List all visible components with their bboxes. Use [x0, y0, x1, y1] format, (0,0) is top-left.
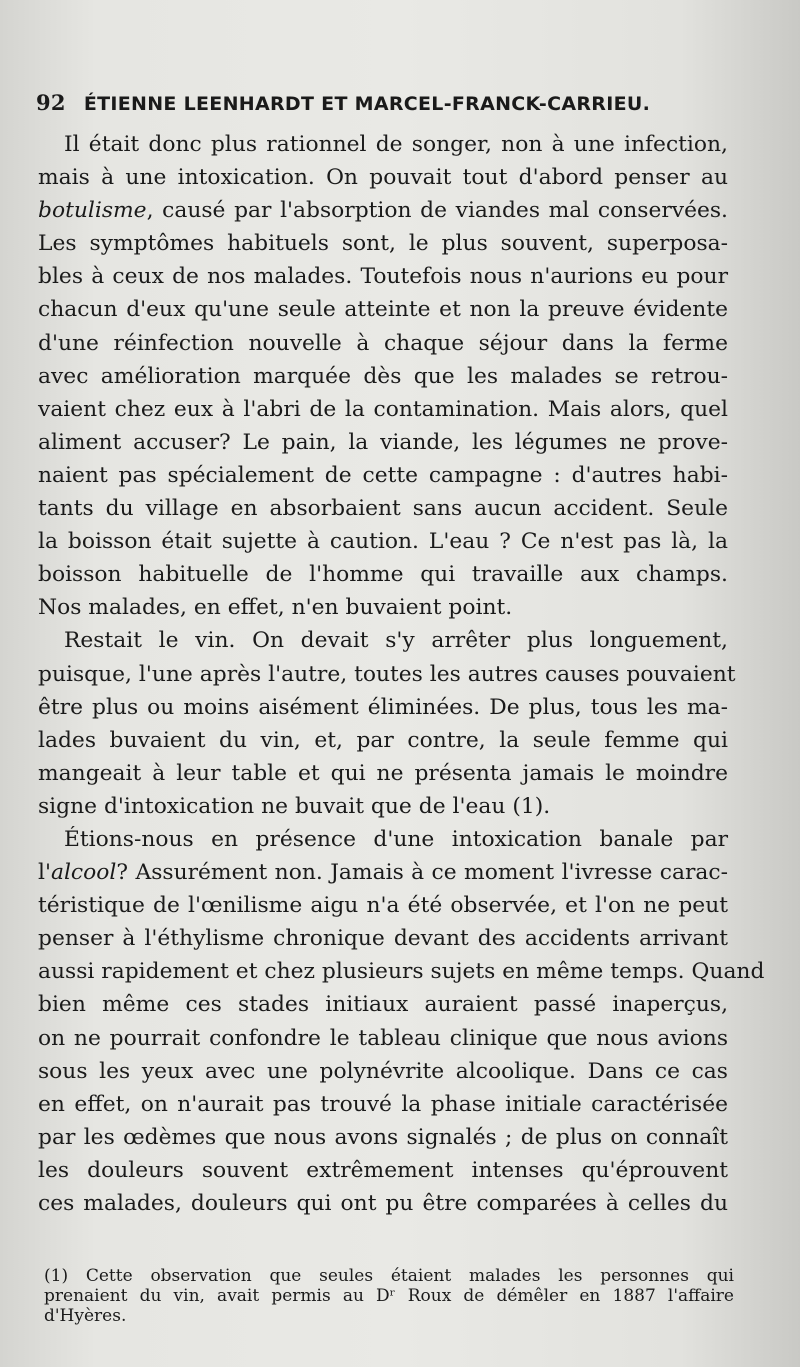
paragraph — [38, 624, 736, 823]
text-line: bles à ceux de nos malades. Toutefois nous n'aurions eu pour — [38, 264, 728, 290]
text-line: Il était donc plus rationnel de songer, non à une infection, — [64, 132, 728, 157]
running-title: ÉTIENNE LEENHARDT ET MARCEL-FRANCK-CARRIEU. — [83, 93, 651, 115]
text-line: boisson habituelle de l'homme qui travaille aux champs. — [38, 562, 728, 588]
text-line: Les symptômes habituels sont, le plus souvent, superposa- — [38, 231, 728, 257]
running-header — [36, 90, 736, 118]
text-line: sous les yeux avec une polynévrite alcoolique. Dans ce cas — [38, 1058, 728, 1084]
text-line: bien même ces stades initiaux auraient passé inaperçus, — [38, 992, 728, 1018]
text-line: tants du village en absorbaient sans aucun accident. Seule — [38, 496, 728, 522]
text-line: Nos malades, en effet, n'en buvaient point. — [38, 595, 513, 621]
footnote-line: (1) Cette observation que seules étaient malades les personnes qui — [44, 1266, 734, 1286]
text-line: Étions-nous en présence d'une intoxication banale par — [64, 826, 728, 852]
text-line: avec amélioration marquée dès que les malades se retrou- — [38, 363, 728, 389]
text-line: téristique de l'œnilisme aigu n'a été observée, et l'on ne peut — [38, 893, 728, 919]
text-line: chacun d'eux qu'une seule atteinte et non la preuve évidente — [38, 297, 728, 323]
text-line: on ne pourrait confondre le tableau clinique que nous avions — [38, 1025, 728, 1051]
text-line: aussi rapidement et chez plusieurs sujets en même temps. Quand — [38, 959, 765, 985]
page-number: 92 — [36, 90, 66, 115]
text-line: lades buvaient du vin, et, par contre, la seule femme qui — [38, 727, 728, 753]
text-line: en effet, on n'aurait pas trouvé la phase initiale caractérisée — [38, 1091, 728, 1117]
text-line: l'alcool? Assurément non. Jamais à ce moment l'ivresse carac- — [38, 860, 728, 886]
text-line: ces malades, douleurs qui ont pu être comparées à celles du — [38, 1191, 728, 1216]
text-line: être plus ou moins aisément éliminées. De plus, tous les ma- — [38, 694, 728, 720]
paragraph — [38, 823, 765, 1220]
text-line: mais à une intoxication. On pouvait tout d'abord penser au — [38, 165, 728, 191]
text-line: par les œdèmes que nous avons signalés ; de plus on connaît — [38, 1124, 728, 1150]
text-line: signe d'intoxication ne buvait que de l'eau (1). — [38, 793, 551, 819]
text-line: puisque, l'une après l'autre, toutes les autres causes pouvaient — [38, 661, 736, 687]
text-line: naient pas spécialement de cette campagne : d'autres habi- — [38, 462, 728, 488]
text-line: botulisme, causé par l'absorption de viandes mal conservées. — [38, 198, 728, 224]
text-line: d'une réinfection nouvelle à chaque séjour dans la ferme — [38, 330, 728, 356]
footnote-line: d'Hyères. — [44, 1306, 127, 1326]
body-text — [38, 128, 765, 1220]
text-line: la boisson était sujette à caution. L'eau ? Ce n'est pas là, la — [38, 529, 728, 555]
text-line: vaient chez eux à l'abri de la contamination. Mais alors, quel — [38, 396, 728, 422]
footnote-line: prenaient du vin, avait permis au Dʳ Roux de démêler en 1887 l'affaire — [44, 1286, 734, 1306]
text-line: penser à l'éthylisme chronique devant des accidents arrivant — [38, 926, 728, 952]
text-line: mangeait à leur table et qui ne présenta jamais le moindre — [38, 760, 728, 786]
text-line: aliment accuser? Le pain, la viande, les légumes ne prove- — [38, 429, 728, 455]
footnote — [44, 1266, 734, 1326]
paragraph — [38, 128, 728, 624]
text-line: les douleurs souvent extrêmement intenses qu'éprouvent — [38, 1157, 728, 1183]
text-line: Restait le vin. On devait s'y arrêter plus longuement, — [64, 628, 728, 654]
